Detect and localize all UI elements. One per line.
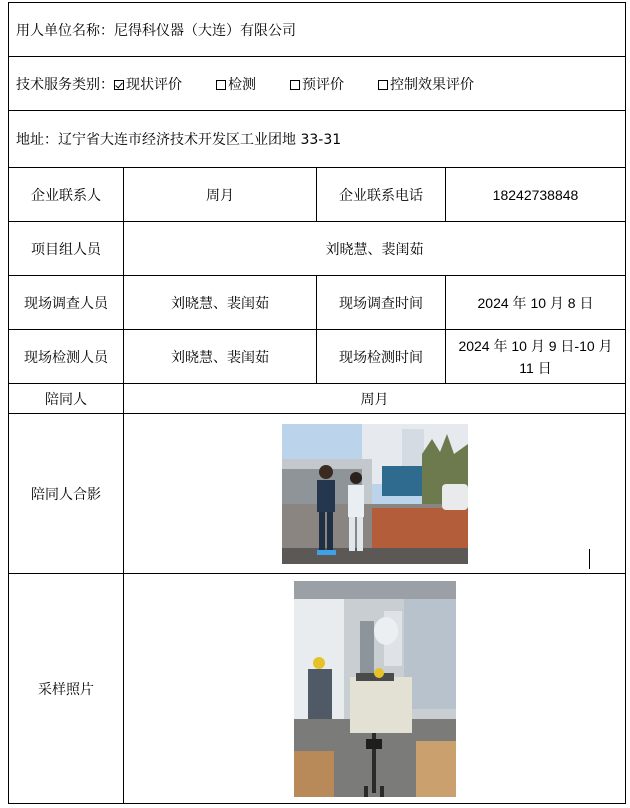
companion-label: 陪同人 [9, 384, 124, 414]
employer-row [9, 3, 626, 57]
contact-phone-label: 企业联系电话 [317, 168, 446, 222]
detection-time-label: 现场检测时间 [317, 330, 446, 384]
survey-people-label: 现场调查人员 [9, 276, 124, 330]
checkbox-icon[interactable] [378, 80, 388, 90]
sampling-photo-cell [124, 574, 626, 804]
option-current-evaluation[interactable]: 现状评价 [114, 74, 182, 94]
companion-photo-cell [124, 414, 626, 574]
record-form [8, 2, 626, 804]
sampling-photo-label: 采样照片 [9, 574, 124, 804]
employer-label: 用人单位名称： [16, 22, 114, 39]
project-team-label: 项目组人员 [9, 222, 124, 276]
option-control-effect-evaluation[interactable]: 控制效果评价 [378, 74, 474, 94]
contact-phone-value: 18242738848 [446, 168, 626, 222]
survey-time-value: 2024 年 10 月 8 日 [446, 276, 626, 330]
detection-time-value: 2024 年 10 月 9 日-10 月 11 日 [446, 330, 626, 384]
companion-value: 周月 [124, 384, 626, 414]
project-team-value: 刘晓慧、裴闺茹 [124, 222, 626, 276]
option-detection[interactable]: 检测 [216, 74, 256, 94]
survey-people-value: 刘晓慧、裴闺茹 [124, 276, 317, 330]
contact-person-value: 周月 [124, 168, 317, 222]
sampling-equipment-photo [294, 581, 456, 797]
checkbox-icon[interactable] [290, 80, 300, 90]
address-value: 辽宁省大连市经济技术开发区工业团地 33-31 [58, 132, 342, 148]
employer-value: 尼得科仪器（大连）有限公司 [114, 22, 296, 39]
address-label: 地址： [16, 132, 58, 148]
text-cursor [589, 549, 590, 569]
address-row [9, 111, 626, 168]
companion-group-photo [282, 424, 468, 564]
checkbox-icon[interactable] [216, 80, 226, 90]
service-type-row [9, 57, 626, 111]
option-pre-evaluation[interactable]: 预评价 [290, 74, 344, 94]
service-type-label: 技术服务类别： [16, 76, 114, 93]
detection-people-label: 现场检测人员 [9, 330, 124, 384]
survey-time-label: 现场调查时间 [317, 276, 446, 330]
detection-people-value: 刘晓慧、裴闺茹 [124, 330, 317, 384]
contact-person-label: 企业联系人 [9, 168, 124, 222]
companion-photo-label: 陪同人合影 [9, 414, 124, 574]
checkbox-checked-icon[interactable] [114, 80, 124, 90]
